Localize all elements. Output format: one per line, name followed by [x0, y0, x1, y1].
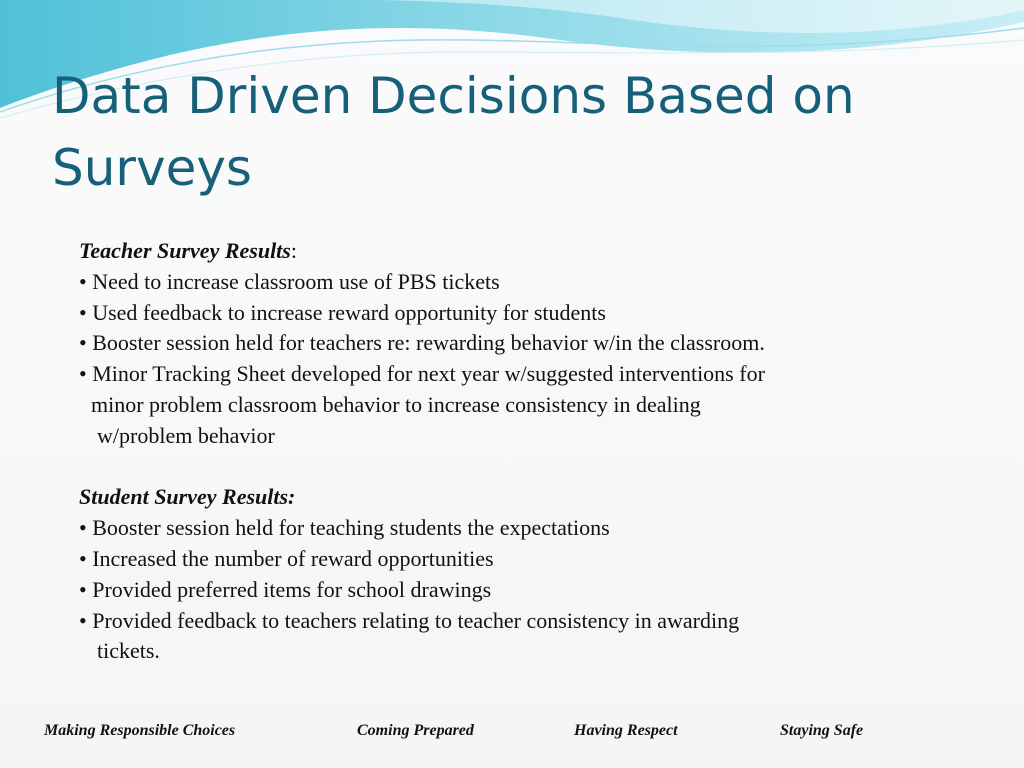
- section-spacer: [79, 452, 979, 483]
- student-bullet-continuation: tickets.: [97, 638, 160, 664]
- teacher-bullet-continuation: minor problem classroom behavior to increase consistency in dealing: [91, 391, 701, 417]
- footer-item-staying-safe: Staying Safe: [780, 722, 864, 739]
- slide-body: [79, 236, 979, 667]
- teacher-bullet: • Need to increase classroom use of PBS tickets: [79, 268, 500, 294]
- student-section-heading: Student Survey Results:: [79, 484, 296, 510]
- teacher-section-heading: [79, 236, 979, 267]
- footer-item-coming-prepared: Coming Prepared: [357, 722, 474, 739]
- teacher-bullet: • Minor Tracking Sheet developed for next year w/suggested interventions for: [79, 361, 765, 387]
- student-bullet: • Booster session held for teaching students the expectations: [79, 515, 610, 541]
- teacher-heading-colon: :: [290, 238, 297, 263]
- teacher-bullet: • Used feedback to increase reward opportunity for students: [79, 299, 606, 325]
- footer-expectations: [0, 722, 1024, 744]
- student-bullet: • Provided feedback to teachers relating to teacher consistency in awarding: [79, 607, 740, 633]
- student-bullet: • Provided preferred items for school drawings: [79, 576, 492, 602]
- teacher-bullet: • Booster session held for teachers re: rewarding behavior w/in the classroom.: [79, 330, 765, 356]
- student-bullet: • Increased the number of reward opportunities: [79, 545, 494, 571]
- teacher-bullet-continuation: w/problem behavior: [97, 422, 275, 448]
- footer-item-responsible-choices: Making Responsible Choices: [44, 722, 236, 739]
- teacher-heading-text: Teacher Survey Results: [79, 238, 291, 263]
- footer-item-having-respect: Having Respect: [574, 722, 678, 739]
- slide-title: Data Driven Decisions Based on Surveys: [52, 67, 855, 197]
